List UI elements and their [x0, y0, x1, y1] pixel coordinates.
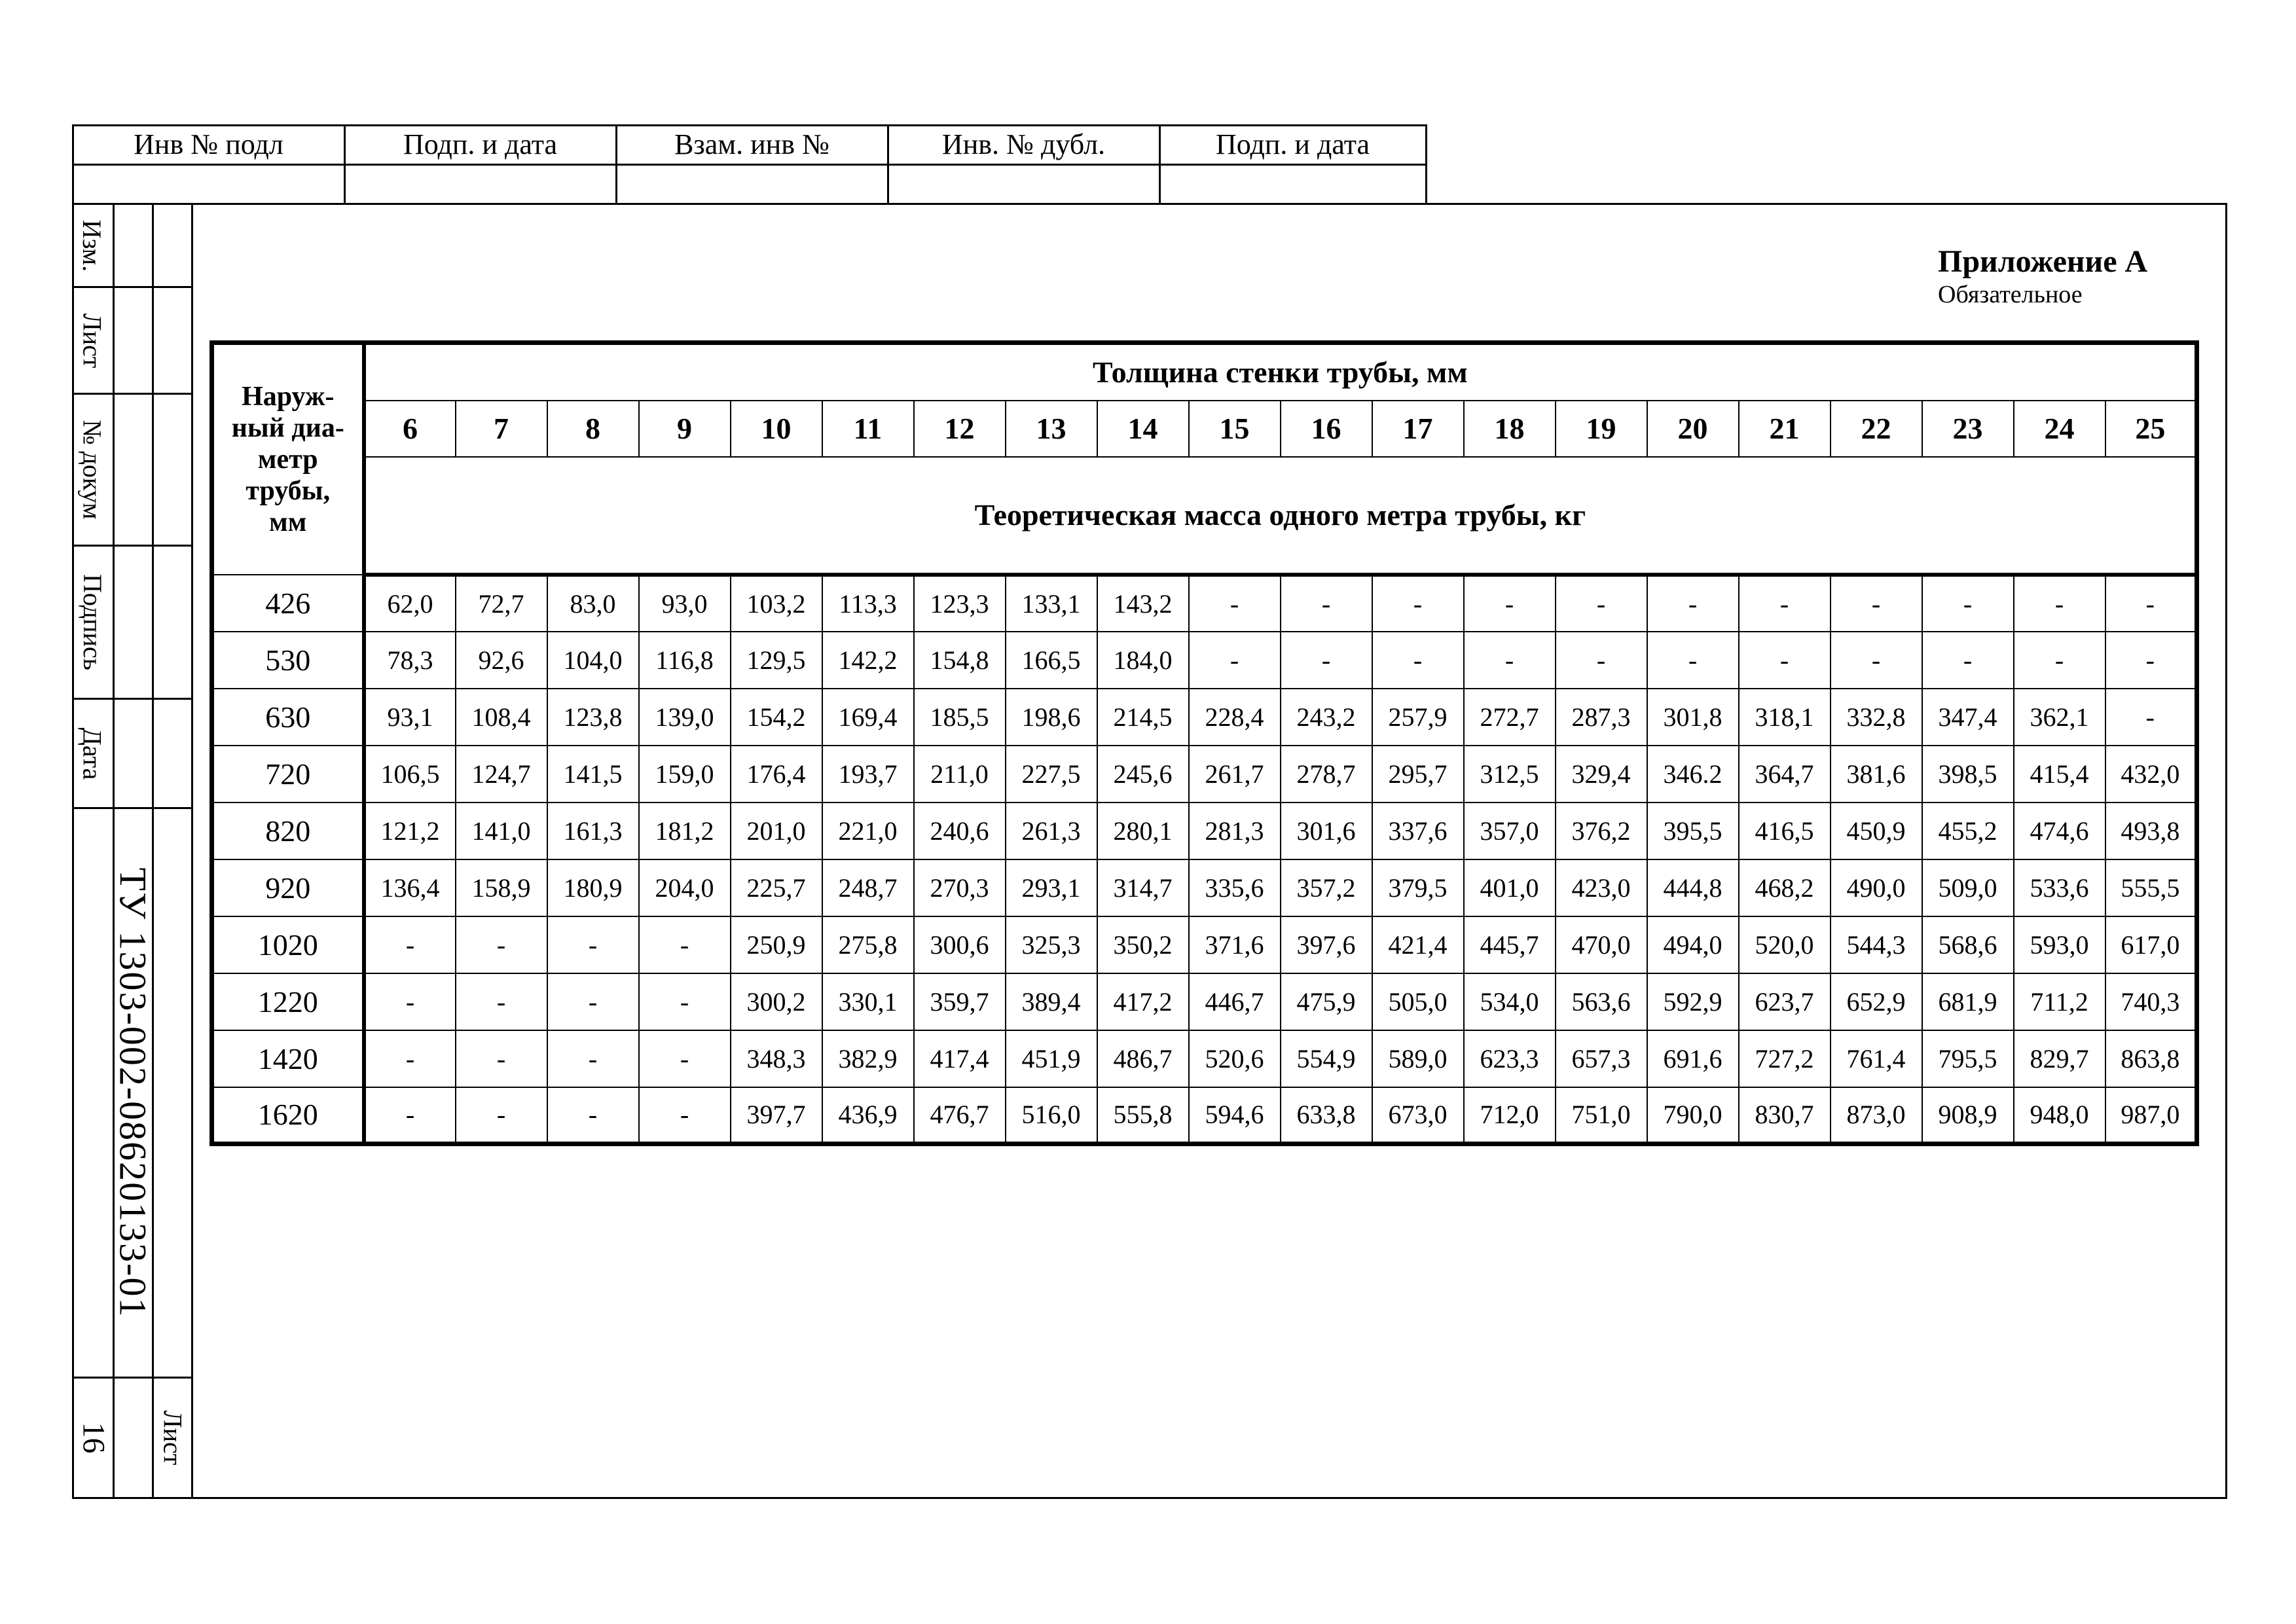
mass-value-cell: 78,3: [364, 632, 456, 689]
mass-value-cell: 139,0: [639, 689, 731, 746]
mass-value-cell: 181,2: [639, 803, 731, 859]
mass-value-cell: 475,9: [1281, 973, 1372, 1030]
mass-value-cell: 555,8: [1097, 1087, 1189, 1144]
mass-value-cell: -: [1831, 632, 1922, 689]
mass-value-cell: 444,8: [1647, 859, 1739, 916]
mass-value-cell: 272,7: [1464, 689, 1556, 746]
mass-value-cell: 389,4: [1006, 973, 1097, 1030]
table-row: [212, 916, 2197, 973]
mass-value-cell: 446,7: [1189, 973, 1281, 1030]
mass-value-cell: 421,4: [1372, 916, 1464, 973]
mass-value-cell: 398,5: [1922, 746, 2014, 803]
mass-value-cell: 225,7: [731, 859, 822, 916]
sheet-number: 16: [76, 1422, 111, 1454]
mass-value-cell: 312,5: [1464, 746, 1556, 803]
mass-value-cell: 293,1: [1006, 859, 1097, 916]
mass-value-cell: 250,9: [731, 916, 822, 973]
mass-value-cell: 261,3: [1006, 803, 1097, 859]
mass-value-cell: 92,6: [456, 632, 547, 689]
side-label-date: Дата: [77, 727, 107, 780]
mass-value-cell: 445,7: [1464, 916, 1556, 973]
mass-value-cell: 362,1: [2014, 689, 2105, 746]
thickness-header-cell: 19: [1556, 401, 1647, 457]
mass-value-cell: -: [1464, 632, 1556, 689]
mass-value-cell: 397,7: [731, 1087, 822, 1144]
mass-value-cell: -: [547, 916, 639, 973]
mass-value-cell: -: [639, 1087, 731, 1144]
mass-value-cell: -: [547, 973, 639, 1030]
mass-value-cell: 568,6: [1922, 916, 2014, 973]
mass-value-cell: -: [456, 1087, 547, 1144]
stamp-inv-no: Инв № подл: [134, 128, 283, 160]
mass-value-cell: 520,0: [1739, 916, 1831, 973]
mass-value-cell: 432,0: [2105, 746, 2197, 803]
mass-value-cell: 948,0: [2014, 1087, 2105, 1144]
thickness-header-cell: 13: [1006, 401, 1097, 457]
mass-value-cell: 623,3: [1464, 1030, 1556, 1087]
mass-value-cell: 593,0: [2014, 916, 2105, 973]
mass-value-cell: 987,0: [2105, 1087, 2197, 1144]
mass-value-cell: 214,5: [1097, 689, 1189, 746]
mass-value-cell: -: [639, 1030, 731, 1087]
mass-value-cell: -: [364, 1087, 456, 1144]
thickness-header-cell: 11: [822, 401, 914, 457]
mass-value-cell: 652,9: [1831, 973, 1922, 1030]
mass-value-cell: 62,0: [364, 575, 456, 632]
table-row: [212, 575, 2197, 632]
mass-value-cell: 123,8: [547, 689, 639, 746]
diameter-cell: 920: [212, 859, 364, 916]
thickness-header-cell: 25: [2105, 401, 2197, 457]
mass-value-cell: 397,6: [1281, 916, 1372, 973]
mass-value-cell: 318,1: [1739, 689, 1831, 746]
mass-value-cell: 455,2: [1922, 803, 2014, 859]
mass-value-cell: 357,0: [1464, 803, 1556, 859]
mass-value-cell: -: [639, 973, 731, 1030]
mass-value-cell: -: [1556, 575, 1647, 632]
mass-value-cell: 301,6: [1281, 803, 1372, 859]
mass-value-cell: -: [2105, 575, 2197, 632]
mass-value-cell: 382,9: [822, 1030, 914, 1087]
mass-value-cell: 329,4: [1556, 746, 1647, 803]
mass-value-cell: 830,7: [1739, 1087, 1831, 1144]
mass-value-cell: -: [2105, 689, 2197, 746]
mass-value-cell: 287,3: [1556, 689, 1647, 746]
mass-value-cell: -: [1922, 632, 2014, 689]
mass-value-cell: 740,3: [2105, 973, 2197, 1030]
mass-value-cell: 280,1: [1097, 803, 1189, 859]
mass-value-cell: 295,7: [1372, 746, 1464, 803]
mass-label-row: [212, 457, 2197, 575]
mass-value-cell: 325,3: [1006, 916, 1097, 973]
mass-value-cell: 592,9: [1647, 973, 1739, 1030]
table-row: [212, 1087, 2197, 1144]
mass-value-cell: 161,3: [547, 803, 639, 859]
mass-value-cell: -: [1647, 632, 1739, 689]
mass-value-cell: 563,6: [1556, 973, 1647, 1030]
mass-value-cell: 490,0: [1831, 859, 1922, 916]
mass-value-cell: 143,2: [1097, 575, 1189, 632]
mass-value-cell: 623,7: [1739, 973, 1831, 1030]
thickness-header-cell: 9: [639, 401, 731, 457]
mass-value-cell: 494,0: [1647, 916, 1739, 973]
mass-value-cell: 124,7: [456, 746, 547, 803]
mass-value-cell: 300,6: [914, 916, 1006, 973]
mass-value-cell: 376,2: [1556, 803, 1647, 859]
table-row: [212, 859, 2197, 916]
stamp-dup-inv: Инв. № дубл.: [941, 128, 1106, 160]
mass-value-cell: 185,5: [914, 689, 1006, 746]
mass-value-cell: -: [547, 1030, 639, 1087]
mass-value-cell: 691,6: [1647, 1030, 1739, 1087]
mass-value-cell: 673,0: [1372, 1087, 1464, 1144]
diameter-cell: 1420: [212, 1030, 364, 1087]
appendix-subtitle: Обязательное: [1938, 281, 2083, 308]
mass-value-cell: 211,0: [914, 746, 1006, 803]
thickness-header-cell: 15: [1189, 401, 1281, 457]
mass-value-cell: 470,0: [1556, 916, 1647, 973]
diameter-cell: 1220: [212, 973, 364, 1030]
mass-value-cell: 278,7: [1281, 746, 1372, 803]
table-row: [212, 632, 2197, 689]
stamp-sign-date: Подп. и дата: [403, 128, 558, 160]
mass-value-cell: 554,9: [1281, 1030, 1372, 1087]
mass-value-cell: 347,4: [1922, 689, 2014, 746]
mass-value-cell: 617,0: [2105, 916, 2197, 973]
mass-value-cell: 154,2: [731, 689, 822, 746]
mass-value-cell: 505,0: [1372, 973, 1464, 1030]
mass-value-cell: -: [456, 973, 547, 1030]
thickness-header-cell: 14: [1097, 401, 1189, 457]
mass-value-cell: 270,3: [914, 859, 1006, 916]
mass-value-cell: -: [1739, 575, 1831, 632]
mass-value-cell: 364,7: [1739, 746, 1831, 803]
thickness-header-cell: 20: [1647, 401, 1739, 457]
mass-value-cell: 790,0: [1647, 1087, 1739, 1144]
mass-value-cell: 116,8: [639, 632, 731, 689]
mass-value-cell: 106,5: [364, 746, 456, 803]
mass-value-cell: 198,6: [1006, 689, 1097, 746]
mass-value-cell: -: [364, 1030, 456, 1087]
mass-value-cell: 379,5: [1372, 859, 1464, 916]
diameter-cell: 1620: [212, 1087, 364, 1144]
mass-value-cell: 395,5: [1647, 803, 1739, 859]
thickness-header-cell: 24: [2014, 401, 2105, 457]
mass-value-cell: 158,9: [456, 859, 547, 916]
mass-value-cell: 589,0: [1372, 1030, 1464, 1087]
stamp-replace-inv: Взам. инв №: [674, 128, 829, 160]
diameter-cell: 720: [212, 746, 364, 803]
thickness-header-cell: 12: [914, 401, 1006, 457]
wall-thickness-header: Толщина стенки трубы, мм: [364, 343, 2197, 401]
mass-value-cell: 555,5: [2105, 859, 2197, 916]
mass-value-cell: 201,0: [731, 803, 822, 859]
stamp-sign-date-2: Подп. и дата: [1215, 128, 1370, 160]
appendix-title: Приложение А: [1938, 244, 2148, 279]
mass-value-cell: 142,2: [822, 632, 914, 689]
mass-value-cell: 544,3: [1831, 916, 1922, 973]
mass-value-cell: 245,6: [1097, 746, 1189, 803]
mass-value-cell: 166,5: [1006, 632, 1097, 689]
mass-value-cell: 350,2: [1097, 916, 1189, 973]
mass-value-cell: 761,4: [1831, 1030, 1922, 1087]
thickness-header-row: [212, 401, 2197, 457]
mass-value-cell: 873,0: [1831, 1087, 1922, 1144]
mass-value-cell: 221,0: [822, 803, 914, 859]
mass-value-cell: 248,7: [822, 859, 914, 916]
mass-value-cell: 829,7: [2014, 1030, 2105, 1087]
mass-value-cell: -: [1464, 575, 1556, 632]
mass-value-cell: -: [1372, 632, 1464, 689]
mass-value-cell: 476,7: [914, 1087, 1006, 1144]
side-label-signature: Подпись: [77, 574, 107, 670]
mass-value-cell: -: [1189, 632, 1281, 689]
mass-value-cell: 93,1: [364, 689, 456, 746]
mass-value-cell: -: [1372, 575, 1464, 632]
mass-value-cell: 337,6: [1372, 803, 1464, 859]
mass-value-cell: 193,7: [822, 746, 914, 803]
mass-value-cell: 113,3: [822, 575, 914, 632]
mass-value-cell: 184,0: [1097, 632, 1189, 689]
mass-value-cell: 228,4: [1189, 689, 1281, 746]
mass-value-cell: 520,6: [1189, 1030, 1281, 1087]
mass-value-cell: 751,0: [1556, 1087, 1647, 1144]
mass-value-cell: 712,0: [1464, 1087, 1556, 1144]
mass-value-cell: 176,4: [731, 746, 822, 803]
mass-value-cell: -: [547, 1087, 639, 1144]
mass-value-cell: -: [364, 916, 456, 973]
mass-value-cell: 335,6: [1189, 859, 1281, 916]
thickness-header-cell: 17: [1372, 401, 1464, 457]
table-row: [212, 973, 2197, 1030]
mass-value-cell: 204,0: [639, 859, 731, 916]
diameter-cell: 1020: [212, 916, 364, 973]
mass-value-cell: 141,5: [547, 746, 639, 803]
mass-value-cell: 711,2: [2014, 973, 2105, 1030]
thickness-header-cell: 6: [364, 401, 456, 457]
table-row: [212, 803, 2197, 859]
mass-value-cell: 681,9: [1922, 973, 2014, 1030]
mass-value-cell: 417,2: [1097, 973, 1189, 1030]
mass-value-cell: 227,5: [1006, 746, 1097, 803]
mass-value-cell: 417,4: [914, 1030, 1006, 1087]
mass-value-cell: 72,7: [456, 575, 547, 632]
mass-value-cell: 243,2: [1281, 689, 1372, 746]
mass-value-cell: 533,6: [2014, 859, 2105, 916]
thickness-header-cell: 23: [1922, 401, 2014, 457]
mass-value-cell: 357,2: [1281, 859, 1372, 916]
mass-value-cell: 534,0: [1464, 973, 1556, 1030]
mass-value-cell: 516,0: [1006, 1087, 1097, 1144]
mass-value-cell: 129,5: [731, 632, 822, 689]
thickness-header-cell: 16: [1281, 401, 1372, 457]
mass-value-cell: 359,7: [914, 973, 1006, 1030]
mass-value-cell: 159,0: [639, 746, 731, 803]
mass-value-cell: 180,9: [547, 859, 639, 916]
table-header-row-group: [212, 343, 2197, 401]
side-label-izm: Изм.: [77, 219, 107, 272]
mass-value-cell: 486,7: [1097, 1030, 1189, 1087]
document-code: ТУ 1303-002-08620133-01: [111, 867, 154, 1318]
mass-value-cell: 281,3: [1189, 803, 1281, 859]
mass-value-cell: 332,8: [1831, 689, 1922, 746]
thickness-header-cell: 22: [1831, 401, 1922, 457]
mass-value-cell: 83,0: [547, 575, 639, 632]
mass-value-cell: 300,2: [731, 973, 822, 1030]
mass-value-cell: 451,9: [1006, 1030, 1097, 1087]
mass-value-cell: 381,6: [1831, 746, 1922, 803]
mass-value-cell: -: [2014, 632, 2105, 689]
mass-value-cell: 863,8: [2105, 1030, 2197, 1087]
mass-value-cell: 103,2: [731, 575, 822, 632]
mass-value-cell: 136,4: [364, 859, 456, 916]
table-row: [212, 746, 2197, 803]
mass-value-cell: 121,2: [364, 803, 456, 859]
table-row: [212, 1030, 2197, 1087]
diameter-cell: 426: [212, 575, 364, 632]
mass-value-cell: 450,9: [1831, 803, 1922, 859]
thickness-header-cell: 8: [547, 401, 639, 457]
mass-value-cell: 314,7: [1097, 859, 1189, 916]
mass-value-cell: 108,4: [456, 689, 547, 746]
thickness-header-cell: 18: [1464, 401, 1556, 457]
mass-value-cell: 493,8: [2105, 803, 2197, 859]
mass-value-cell: 154,8: [914, 632, 1006, 689]
mass-value-cell: 346.2: [1647, 746, 1739, 803]
theoretical-mass-header: Теоретическая масса одного метра трубы, кг: [364, 457, 2197, 575]
side-label-list: Лист: [77, 313, 107, 368]
mass-value-cell: 275,8: [822, 916, 914, 973]
mass-value-cell: 301,8: [1647, 689, 1739, 746]
mass-value-cell: -: [456, 1030, 547, 1087]
mass-value-cell: -: [1556, 632, 1647, 689]
table-row: [212, 689, 2197, 746]
mass-value-cell: 261,7: [1189, 746, 1281, 803]
mass-value-cell: 133,1: [1006, 575, 1097, 632]
mass-value-cell: -: [1189, 575, 1281, 632]
mass-value-cell: -: [364, 973, 456, 1030]
diameter-cell: 530: [212, 632, 364, 689]
mass-value-cell: 141,0: [456, 803, 547, 859]
mass-value-cell: 371,6: [1189, 916, 1281, 973]
mass-value-cell: 123,3: [914, 575, 1006, 632]
diameter-cell: 630: [212, 689, 364, 746]
mass-value-cell: -: [1647, 575, 1739, 632]
thickness-header-cell: 7: [456, 401, 547, 457]
mass-value-cell: 436,9: [822, 1087, 914, 1144]
thickness-header-cell: 10: [731, 401, 822, 457]
diameter-cell: 820: [212, 803, 364, 859]
pipe-mass-table: [210, 340, 2199, 1146]
mass-value-cell: 93,0: [639, 575, 731, 632]
mass-value-cell: -: [1922, 575, 2014, 632]
mass-value-cell: 416,5: [1739, 803, 1831, 859]
mass-value-cell: 727,2: [1739, 1030, 1831, 1087]
thickness-header-cell: 21: [1739, 401, 1831, 457]
mass-value-cell: 330,1: [822, 973, 914, 1030]
mass-value-cell: 474,6: [2014, 803, 2105, 859]
mass-value-cell: 795,5: [1922, 1030, 2014, 1087]
outer-diameter-header: Наруж- ный диа- метр трубы, мм: [212, 343, 364, 575]
sheet-label: Лист: [158, 1410, 187, 1466]
mass-value-cell: 633,8: [1281, 1087, 1372, 1144]
mass-value-cell: 401,0: [1464, 859, 1556, 916]
mass-value-cell: -: [1739, 632, 1831, 689]
mass-value-cell: 509,0: [1922, 859, 2014, 916]
mass-value-cell: 240,6: [914, 803, 1006, 859]
mass-value-cell: -: [639, 916, 731, 973]
side-label-doc-no: № докум: [77, 420, 107, 520]
mass-value-cell: 348,3: [731, 1030, 822, 1087]
mass-value-cell: 257,9: [1372, 689, 1464, 746]
mass-value-cell: 468,2: [1739, 859, 1831, 916]
mass-value-cell: 423,0: [1556, 859, 1647, 916]
mass-value-cell: -: [1831, 575, 1922, 632]
mass-value-cell: 908,9: [1922, 1087, 2014, 1144]
mass-value-cell: 594,6: [1189, 1087, 1281, 1144]
mass-value-cell: -: [2105, 632, 2197, 689]
mass-value-cell: -: [1281, 632, 1372, 689]
mass-value-cell: -: [456, 916, 547, 973]
mass-value-cell: 169,4: [822, 689, 914, 746]
mass-value-cell: 415,4: [2014, 746, 2105, 803]
mass-value-cell: 104,0: [547, 632, 639, 689]
mass-value-cell: -: [2014, 575, 2105, 632]
mass-value-cell: -: [1281, 575, 1372, 632]
mass-value-cell: 657,3: [1556, 1030, 1647, 1087]
